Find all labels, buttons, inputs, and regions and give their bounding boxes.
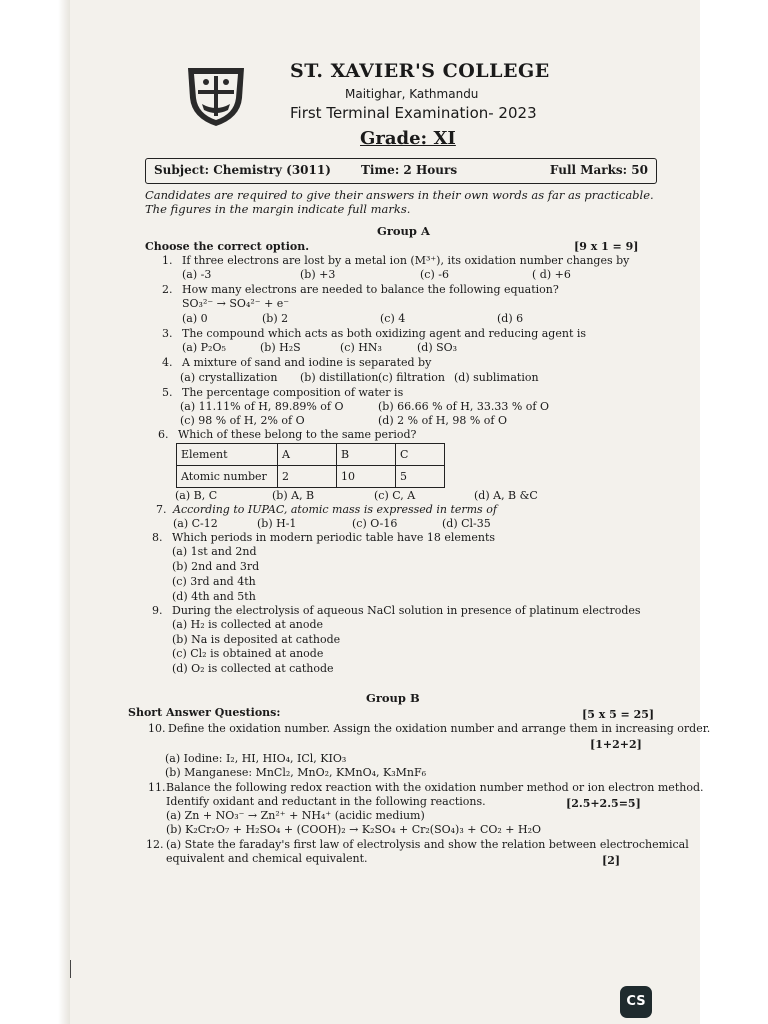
question-number: 3. (162, 327, 173, 340)
question-number: 6. (158, 428, 169, 441)
question-number: 7. (156, 503, 167, 516)
option: (b) 66.66 % of H, 33.33 % of O (378, 400, 549, 413)
table-cell: B (337, 444, 396, 466)
option: (c) 98 % of H, 2% of O (180, 414, 305, 427)
option: (d) 2 % of H, 98 % of O (378, 414, 507, 427)
question-number: 12. (146, 838, 164, 851)
option: (a) B, C (175, 489, 218, 502)
group-a-title: Group A (377, 224, 430, 238)
option: (a) crystallization (180, 371, 278, 384)
option: (b) +3 (300, 268, 336, 281)
table-row (177, 444, 445, 466)
camscanner-badge-icon: CS (620, 986, 652, 1018)
sub-question: (b) Manganese: MnCl₂, MnO₂, KMnO₄, K₃MnF₆ (165, 766, 427, 779)
option: (c) -6 (420, 268, 449, 281)
option: (c) filtration (378, 371, 445, 384)
question-marks: [1+2+2] (590, 738, 642, 751)
table-cell: C (396, 444, 445, 466)
question-text: During the electrolysis of aqueous NaCl solution in presence of platinum electrodes (172, 604, 641, 617)
group-a-marks: [9 x 1 = 9] (574, 240, 639, 253)
college-address: Maitighar, Kathmandu (345, 87, 479, 101)
question-number: 10. (148, 722, 166, 735)
sub-question: (a) Iodine: I₂, HI, HIO₄, ICl, KIO₃ (165, 752, 347, 765)
equation: SO₃²⁻ → SO₄²⁻ + e⁻ (182, 297, 290, 310)
question-text: How many electrons are needed to balance the following equation? (182, 283, 559, 296)
period-table (176, 443, 445, 488)
question-text: (a) State the faraday's first law of electrolysis and show the relation between electrochemical (166, 838, 689, 851)
option: (d) 4th and 5th (172, 590, 256, 603)
option: (b) distillation (300, 371, 379, 384)
option: (d) sublimation (454, 371, 539, 384)
option: (a) H₂ is collected at anode (172, 618, 324, 631)
question-number: 8. (152, 531, 163, 544)
group-b-marks: [5 x 5 = 25] (582, 708, 655, 721)
margin-mark (70, 960, 71, 978)
option: (a) C-12 (173, 517, 218, 530)
option: (a) P₂O₅ (182, 341, 226, 354)
table-cell: Atomic number (177, 466, 278, 488)
question-number: 2. (162, 283, 173, 296)
option: (a) -3 (182, 268, 212, 281)
question-text: The percentage composition of water is (182, 386, 404, 399)
question-number: 1. (162, 254, 173, 267)
option: (b) 2 (262, 312, 289, 325)
question-number: 11. (148, 781, 166, 794)
group-b-instruction: Short Answer Questions: (128, 706, 281, 719)
option: (c) Cl₂ is obtained at anode (172, 647, 324, 660)
question-text: The compound which acts as both oxidizing agent and reducing agent is (182, 327, 587, 340)
sub-question: (b) K₂Cr₂O₇ + H₂SO₄ + (COOH)₂ → K₂SO₄ + Cr₂(SO₄)₃ + CO₂ + H₂O (166, 823, 542, 836)
college-name: ST. XAVIER'S COLLEGE (290, 60, 550, 82)
option: (c) 4 (380, 312, 406, 325)
instructions: Candidates are required to give their answers in their own words as far as practicable. The figures in the margin indicate full marks. (145, 188, 654, 216)
option: (a) 0 (182, 312, 208, 325)
question-marks: [2.5+2.5=5] (566, 797, 641, 810)
question-text: Identify oxidant and reductant in the following reactions. (166, 795, 486, 808)
sub-question: (a) Zn + NO₃⁻ → Zn²⁺ + NH₄⁺ (acidic medium) (166, 809, 425, 822)
question-number: 9. (152, 604, 163, 617)
table-cell: 5 (396, 466, 445, 488)
college-crest-logo (184, 62, 248, 128)
question-text: Define the oxidation number. Assign the oxidation number and arrange them in increasing order. (168, 722, 711, 735)
subject-box (145, 158, 657, 184)
option: (d) SO₃ (417, 341, 458, 354)
grade-title: Grade: XI (360, 128, 456, 149)
option: (b) A, B (272, 489, 315, 502)
group-a-instruction: Choose the correct option. (145, 240, 310, 253)
option: (d) 6 (497, 312, 524, 325)
option: (b) Na is deposited at cathode (172, 633, 341, 646)
option: (a) 1st and 2nd (172, 545, 257, 558)
table-cell: Element (177, 444, 278, 466)
question-text: Which periods in modern periodic table have 18 elements (172, 531, 496, 544)
question-text: Which of these belong to the same period? (178, 428, 417, 441)
option: (c) HN₃ (340, 341, 382, 354)
question-number: 5. (162, 386, 173, 399)
question-text: equivalent and chemical equivalent. (166, 852, 368, 865)
question-text: Balance the following redox reaction with the oxidation number method or ion electron method. (166, 781, 704, 794)
group-b-title: Group B (366, 691, 420, 705)
option: (b) H₂S (260, 341, 301, 354)
question-marks: [2] (602, 854, 621, 867)
full-marks-label: Full Marks: 50 (549, 163, 648, 177)
exam-title: First Terminal Examination- 2023 (290, 104, 537, 122)
table-cell: A (278, 444, 337, 466)
table-cell: 2 (278, 466, 337, 488)
option: ( d) +6 (532, 268, 571, 281)
question-text: A mixture of sand and iodine is separated by (182, 356, 432, 369)
option: (b) H-1 (257, 517, 297, 530)
option: (d) Cl-35 (442, 517, 491, 530)
question-text: If three electrons are lost by a metal ion (M³⁺), its oxidation number changes by (182, 254, 630, 267)
question-text: According to IUPAC, atomic mass is expressed in terms of (173, 503, 497, 516)
table-cell: 10 (337, 466, 396, 488)
option: (a) 11.11% of H, 89.89% of O (180, 400, 344, 413)
option: (b) 2nd and 3rd (172, 560, 260, 573)
table-row (177, 466, 445, 488)
option: (c) C, A (374, 489, 416, 502)
time-label: Time: 2 Hours (361, 163, 458, 177)
question-number: 4. (162, 356, 173, 369)
option: (d) O₂ is collected at cathode (172, 662, 334, 675)
option: (c) 3rd and 4th (172, 575, 256, 588)
option: (c) O-16 (352, 517, 398, 530)
subject-label: Subject: Chemistry (3011) (154, 163, 331, 177)
option: (d) A, B &C (474, 489, 538, 502)
